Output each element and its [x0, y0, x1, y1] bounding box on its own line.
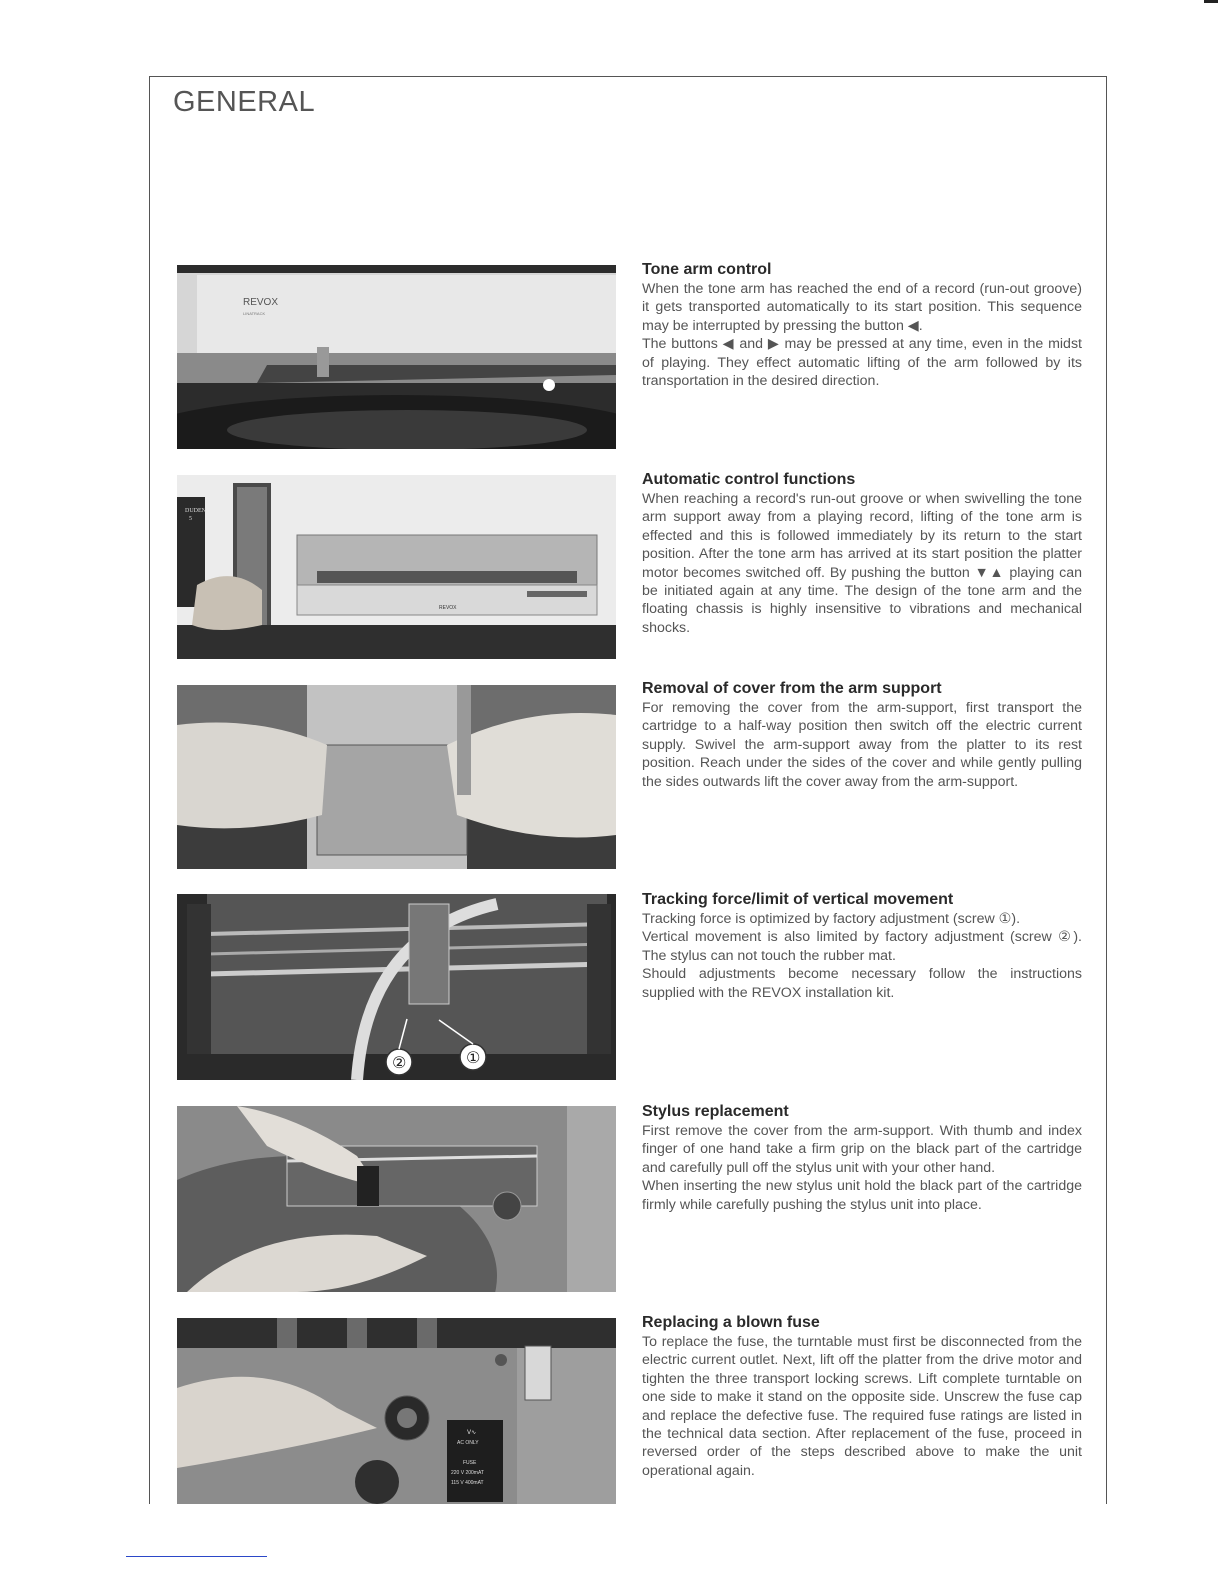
photo-label: REVOX	[243, 297, 279, 308]
photo-automatic-control	[177, 475, 616, 659]
photo-tone-arm-control	[177, 265, 616, 449]
fuse-label-220v: 220 V 200mAT	[451, 1470, 484, 1476]
photo-label: REVOX	[439, 605, 457, 611]
section-heading: Stylus replacement	[642, 1103, 789, 1120]
fuse-label-ac-symbol: V∿	[467, 1429, 477, 1436]
section-tracking-force	[642, 891, 1082, 1002]
section-body: When reaching a record's run-out groove or when swivelling the tone arm support away from a playing record, lifting of the tone arm is effected and this is followed immediately by its return to the start position. After the tone arm has arrived at its start position the platter motor becomes switched off. By pushing the button ▼▲ playing can be initiated again at any time. The design of the tone arm and the floating chassis is highly insensitive to vibrations and mechanical shocks.	[642, 491, 1082, 636]
section-body: For removing the cover from the arm-support, first transport the cartridge to a half-way position then switch off the electric current supply. Swivel the arm-support away from the platter to its rest position. Reach under the sides of the cover and while gently pulling the sides outwards lift the cover away from the arm-support.	[642, 700, 1082, 790]
frame-top-rule	[149, 76, 1106, 77]
section-fuse-replacement	[642, 1314, 1082, 1480]
section-cover-removal	[642, 680, 1082, 791]
fuse-label-fuse: FUSE	[463, 1460, 477, 1466]
photo-stylus-replacement	[177, 1106, 616, 1292]
section-heading: Tone arm control	[642, 261, 772, 278]
section-stylus-replacement	[642, 1103, 1082, 1214]
page-title: GENERAL	[173, 86, 316, 118]
section-body: To replace the fuse, the turntable must first be disconnected from the electric current outlet. Next, lift off the platter from the drive motor and tighten the three transport locking screws. Lift complete turntable on one side to make it stand on the opposite side. Unscrew the fuse cap and replace the defective fuse. The required fuse ratings are listed in the technical data section. After replacement of the fuse, proceed in reversed order of the steps described above to make the unit operational again.	[642, 1334, 1082, 1479]
section-heading: Automatic control functions	[642, 471, 856, 488]
section-tone-arm-control	[642, 261, 1082, 390]
photo-fuse-replacement	[177, 1318, 616, 1504]
section-automatic-control	[642, 471, 1082, 637]
fuse-label-115v: 115 V 400mAT	[451, 1480, 484, 1486]
photo-label: LINATRACK	[243, 311, 266, 316]
bottom-link-rule	[126, 1556, 267, 1557]
callout-screw-2: ②	[392, 1053, 407, 1072]
photo-label: 5	[189, 516, 192, 522]
photo-tracking-force	[177, 894, 616, 1080]
section-body: Tracking force is optimized by factory adjustment (screw ①). Vertical movement is also limited by factory adjustment (screw ②). The stylus can not touch the rubber mat. Should adjustments become necessary follow the instructions supplied with the REVOX installation kit.	[642, 911, 1082, 1001]
section-heading: Replacing a blown fuse	[642, 1314, 820, 1331]
corner-mark	[1204, 0, 1218, 3]
section-body: First remove the cover from the arm-support. With thumb and index finger of one hand take a firm grip on the black part of the cartridge and carefully pull off the stylus unit with your other hand. When inserting the new stylus unit hold the black part of the cartridge firmly while carefully pushing the stylus unit into place.	[642, 1123, 1082, 1213]
photo-cover-removal	[177, 685, 616, 869]
section-heading: Tracking force/limit of vertical movement	[642, 891, 954, 908]
callout-screw-1: ①	[466, 1048, 481, 1067]
photo-label: DUDEN	[185, 508, 206, 514]
frame-right-rule	[1106, 76, 1107, 1504]
fuse-label-ac-only: AC ONLY	[457, 1440, 479, 1446]
section-heading: Removal of cover from the arm support	[642, 680, 942, 697]
section-body: When the tone arm has reached the end of a record (run-out groove) it gets transported automatically to its start position. This sequence may be interrupted by pressing the button ◀. The buttons ◀ and ▶ may be pressed at any time, even in the midst of playing. They effect automatic lifting of the arm followed by its transportation in the desired direction.	[642, 281, 1082, 390]
frame-left-rule	[149, 76, 150, 1504]
